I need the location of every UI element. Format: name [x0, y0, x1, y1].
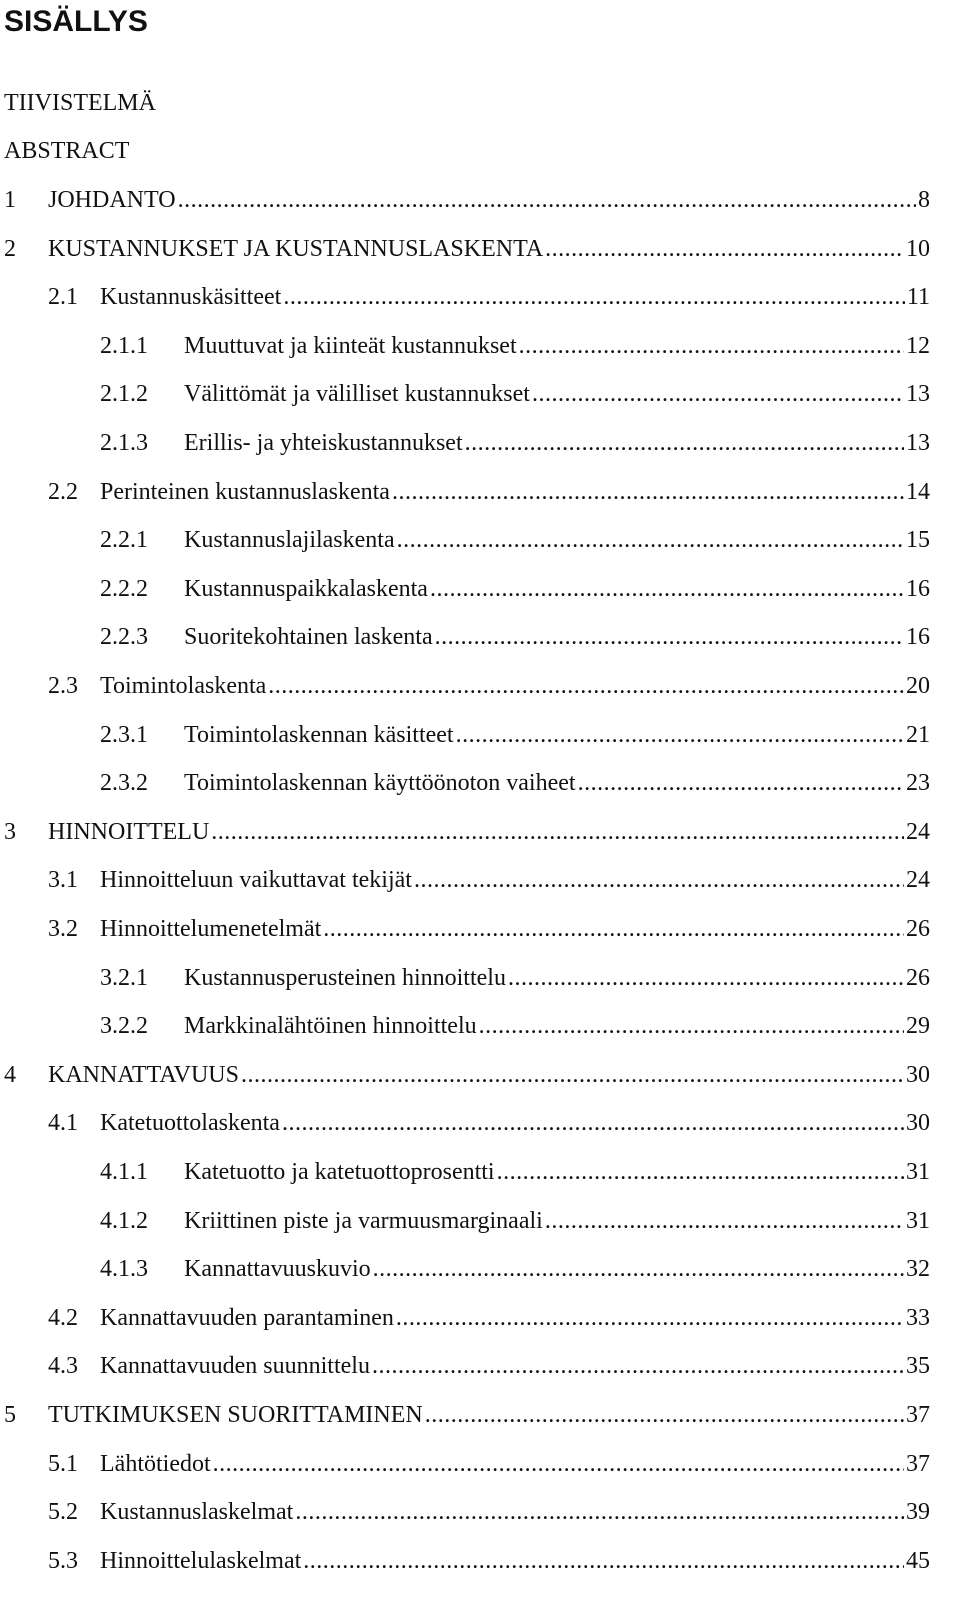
toc-entry-title: JOHDANTO — [48, 187, 176, 213]
toc-entry-page: 39 — [906, 1499, 930, 1526]
toc-dot-leader — [508, 963, 904, 993]
toc-entry-number: 2.3 — [48, 673, 78, 699]
toc-dot-leader — [178, 185, 916, 215]
toc-entry[interactable] — [100, 720, 930, 750]
toc-entry-page: 37 — [906, 1402, 930, 1428]
toc-entry-number: 4.1.1 — [100, 1159, 148, 1185]
toc-entry-page: 14 — [906, 478, 930, 505]
toc-entry[interactable] — [48, 1303, 930, 1333]
toc-entry[interactable] — [100, 622, 930, 652]
toc-dot-leader — [268, 671, 904, 701]
front-matter-tiivistelma[interactable]: TIIVISTELMÄ — [4, 90, 156, 116]
toc-entry-page: 23 — [906, 770, 930, 797]
toc-entry-title: Muuttuvat ja kiinteät kustannukset — [184, 332, 517, 359]
toc-dot-leader — [479, 1011, 904, 1041]
toc-entry-page: 35 — [906, 1353, 930, 1380]
toc-dot-leader — [532, 379, 904, 409]
toc-entry[interactable] — [100, 525, 930, 555]
toc-dot-leader — [545, 234, 904, 264]
toc-entry-page: 15 — [906, 527, 930, 554]
toc-entry[interactable] — [100, 331, 930, 361]
toc-entry-number: 2 — [4, 235, 16, 262]
toc-entry-number: 5 — [4, 1402, 16, 1428]
toc-dot-leader — [241, 1060, 904, 1090]
toc-entry[interactable] — [100, 574, 930, 604]
toc-entry-number: 2.3.1 — [100, 721, 148, 748]
toc-dot-leader — [283, 282, 905, 312]
toc-dot-leader — [396, 1303, 904, 1333]
toc-entry[interactable] — [100, 1206, 930, 1236]
toc-entry[interactable] — [100, 1157, 930, 1187]
toc-entry-page: 21 — [906, 721, 930, 748]
toc-entry-title: Lähtötiedot — [100, 1450, 211, 1477]
toc-entry[interactable] — [48, 1351, 930, 1381]
toc-entry-number: 3.1 — [48, 867, 78, 894]
toc-entry-page: 20 — [906, 673, 930, 699]
toc-entry-page: 33 — [906, 1304, 930, 1331]
toc-entry-page: 29 — [906, 1013, 930, 1040]
toc-entry-title: Kriittinen piste ja varmuusmarginaali — [184, 1207, 543, 1234]
toc-entry-page: 37 — [906, 1450, 930, 1477]
toc-entry-number: 3.2.1 — [100, 964, 148, 991]
toc-entry-page: 12 — [906, 332, 930, 359]
toc-entry-title: Kannattavuuden suunnittelu — [100, 1353, 370, 1380]
toc-entry-page: 8 — [918, 187, 930, 213]
toc-dot-leader — [435, 622, 904, 652]
toc-dot-leader — [372, 1351, 904, 1381]
toc-dot-leader — [425, 1400, 904, 1430]
toc-entry-page: 13 — [906, 430, 930, 456]
toc-entry-title: Toimintolaskennan käyttöönoton vaiheet — [184, 770, 576, 797]
toc-dot-leader — [519, 331, 904, 361]
toc-entry-page: 16 — [906, 624, 930, 651]
toc-entry-number: 2.2.2 — [100, 575, 148, 602]
toc-entry-number: 4.1.2 — [100, 1207, 148, 1234]
toc-entry-page: 26 — [906, 916, 930, 942]
toc-entry-number: 2.2.3 — [100, 624, 148, 651]
toc-entry-title: Kustannusperusteinen hinnoittelu — [184, 964, 506, 991]
toc-entry[interactable] — [48, 282, 930, 312]
toc-dot-leader — [303, 1546, 904, 1576]
toc-entry-title: Kustannuspaikkalaskenta — [184, 575, 428, 602]
page-title: SISÄLLYS — [4, 5, 148, 38]
toc-entry[interactable] — [48, 477, 930, 507]
toc-entry-title: Hinnoitteluun vaikuttavat tekijät — [100, 867, 412, 894]
toc-entry-title: TUTKIMUKSEN SUORITTAMINEN — [48, 1402, 423, 1428]
toc-dot-leader — [397, 525, 904, 555]
toc-entry-title: Toimintolaskennan käsitteet — [184, 721, 454, 748]
toc-entry-number: 4.2 — [48, 1304, 78, 1331]
toc-entry-page: 10 — [906, 235, 930, 262]
toc-entry-title: Katetuottolaskenta — [100, 1110, 280, 1137]
toc-entry-page: 11 — [906, 284, 930, 311]
toc-entry-page: 13 — [906, 381, 930, 408]
toc-entry[interactable] — [100, 963, 930, 993]
toc-entry[interactable] — [100, 428, 930, 458]
toc-entry-page: 45 — [906, 1547, 930, 1574]
toc-entry-title: Kustannuslaskelmat — [100, 1499, 294, 1526]
toc-entry-number: 2.1 — [48, 284, 78, 311]
toc-dot-leader — [430, 574, 904, 604]
toc-entry-number: 3.2.2 — [100, 1013, 148, 1040]
toc-dot-leader — [211, 817, 904, 847]
toc-entry-page: 32 — [906, 1256, 930, 1283]
toc-dot-leader — [497, 1157, 904, 1187]
toc-entry-title: Hinnoittelumenetelmät — [100, 916, 322, 942]
front-matter-abstract[interactable]: ABSTRACT — [4, 138, 130, 164]
toc-entry-page: 26 — [906, 964, 930, 991]
toc-dot-leader — [323, 914, 904, 944]
toc-entry-page: 24 — [906, 818, 930, 845]
toc-entry-title: Kustannuslajilaskenta — [184, 527, 395, 554]
toc-entry-number: 4.1.3 — [100, 1256, 148, 1283]
toc-entry-number: 3 — [4, 818, 16, 845]
toc-entry-number: 5.1 — [48, 1450, 78, 1477]
toc-dot-leader — [456, 720, 904, 750]
toc-entry-title: Suoritekohtainen laskenta — [184, 624, 433, 651]
toc-entry-number: 5.3 — [48, 1547, 78, 1574]
toc-dot-leader — [578, 768, 904, 798]
toc-entry[interactable] — [48, 1546, 930, 1576]
toc-entry[interactable] — [48, 865, 930, 895]
toc-entry-page: 31 — [906, 1207, 930, 1234]
toc-entry[interactable] — [48, 1108, 930, 1138]
toc-entry[interactable] — [100, 1254, 930, 1284]
toc-entry-title: KUSTANNUKSET JA KUSTANNUSLASKENTA — [48, 235, 544, 262]
toc-entry-number: 5.2 — [48, 1499, 78, 1526]
toc-entry-number: 3.2 — [48, 916, 78, 942]
toc-entry-title: Toimintolaskenta — [100, 673, 267, 699]
toc-entry-title: Kannattavuuskuvio — [184, 1256, 371, 1283]
toc-entry-number: 2.2 — [48, 478, 78, 505]
toc-entry[interactable] — [100, 1011, 930, 1041]
toc-dot-leader — [465, 428, 904, 458]
toc-entry-page: 30 — [906, 1061, 930, 1088]
toc-entry[interactable] — [100, 768, 930, 798]
toc-entry-title: HINNOITTELU — [48, 818, 210, 845]
toc-entry[interactable] — [48, 1497, 930, 1527]
toc-entry[interactable] — [4, 1400, 930, 1430]
toc-entry[interactable] — [4, 1060, 930, 1090]
toc-entry[interactable] — [4, 185, 930, 215]
toc-dot-leader — [213, 1449, 904, 1479]
toc-entry-number: 4 — [4, 1061, 16, 1088]
toc-entry-title: Erillis- ja yhteiskustannukset — [184, 430, 463, 456]
toc-entry[interactable] — [4, 817, 930, 847]
toc-entry-page: 16 — [906, 575, 930, 602]
toc-entry-page: 31 — [906, 1159, 930, 1185]
toc-entry[interactable] — [100, 379, 930, 409]
toc-entry-title: Kustannuskäsitteet — [100, 284, 282, 311]
toc-entry-number: 2.1.2 — [100, 381, 148, 408]
toc-entry-number: 4.1 — [48, 1110, 78, 1137]
toc-entry-title: Hinnoittelulaskelmat — [100, 1547, 302, 1574]
toc-entry-number: 4.3 — [48, 1353, 78, 1380]
toc-entry[interactable] — [48, 1449, 930, 1479]
toc-entry-title: Markkinalähtöinen hinnoittelu — [184, 1013, 477, 1040]
toc-entry-title: Välittömät ja välilliset kustannukset — [184, 381, 530, 408]
toc-entry-title: Perinteinen kustannuslaskenta — [100, 478, 390, 505]
toc-dot-leader — [373, 1254, 904, 1284]
toc-entry-number: 2.1.3 — [100, 430, 148, 456]
toc-dot-leader — [392, 477, 904, 507]
toc-entry[interactable] — [48, 671, 930, 701]
toc-entry-title: Katetuotto ja katetuottoprosentti — [184, 1159, 495, 1185]
toc-entry[interactable] — [48, 914, 930, 944]
toc-entry[interactable] — [4, 234, 930, 264]
toc-entry-page: 30 — [906, 1110, 930, 1137]
toc-entry-number: 2.2.1 — [100, 527, 148, 554]
toc-entry-title: Kannattavuuden parantaminen — [100, 1304, 394, 1331]
toc-entry-number: 2.1.1 — [100, 332, 148, 359]
toc-entry-number: 1 — [4, 187, 16, 213]
toc-dot-leader — [282, 1108, 904, 1138]
toc-dot-leader — [414, 865, 904, 895]
toc-entry-title: KANNATTAVUUS — [48, 1061, 239, 1088]
toc-dot-leader — [295, 1497, 904, 1527]
toc-entry-page: 24 — [906, 867, 930, 894]
toc-entry-number: 2.3.2 — [100, 770, 148, 797]
toc-dot-leader — [545, 1206, 904, 1236]
